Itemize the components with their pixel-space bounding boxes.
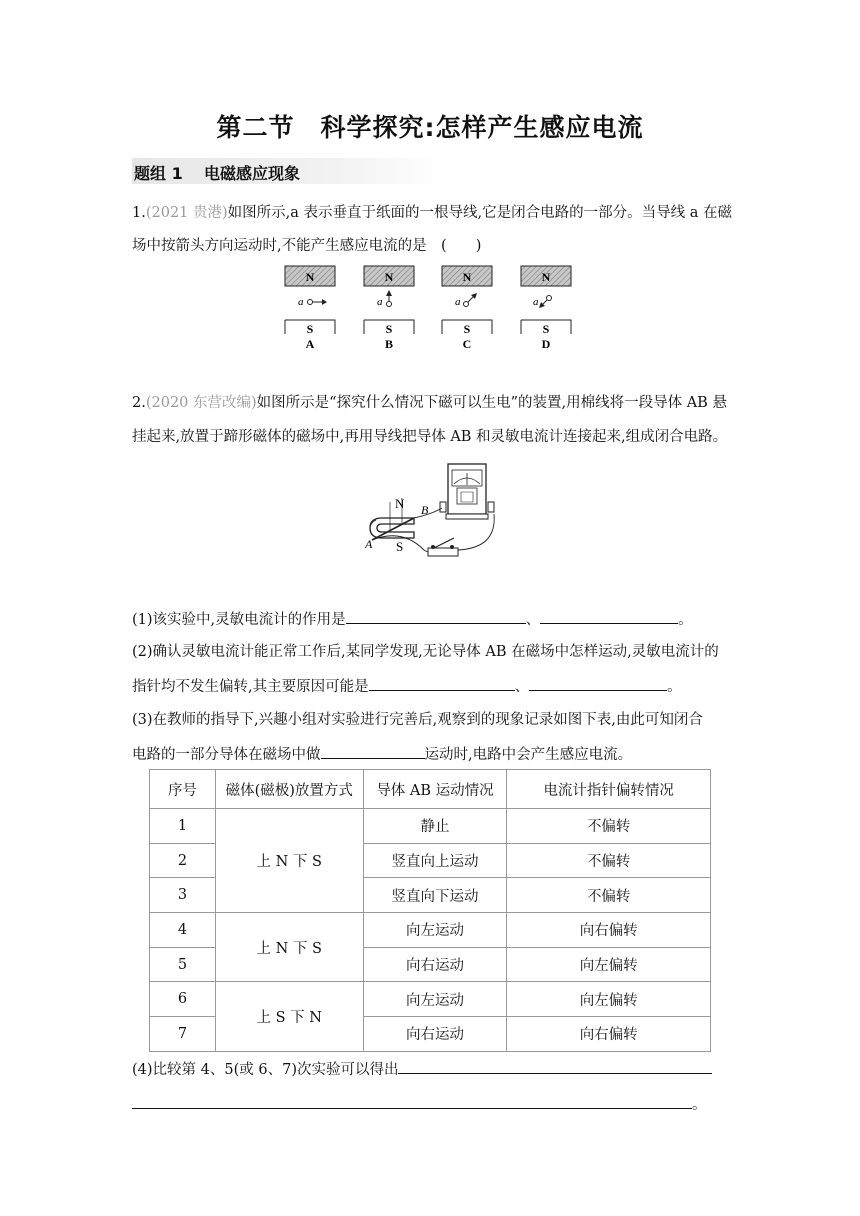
q2-line1 [132,393,727,413]
north-pole-label: N [541,270,551,284]
needle-deflection: 不偏转 [507,809,711,844]
q2-source: (2020 东营改编) [145,395,257,411]
row-number: 6 [150,982,216,1017]
wire-label: a [298,296,304,308]
q2-line2 [132,427,727,447]
table-header: 导体 AB 运动情况 [363,770,507,809]
conductor-motion: 竖直向上运动 [363,843,507,878]
section-heading [132,158,442,184]
needle-deflection: 不偏转 [507,878,711,913]
period: 。 [692,1097,707,1113]
needle-deflection: 向右偏转 [507,913,711,948]
table-row [150,982,711,1017]
north-pole-label: N [384,270,394,284]
q1-option-d-diagram [521,266,571,351]
conductor-motion: 竖直向下运动 [363,878,507,913]
q2-stem-line2: 挂起来,放置于蹄形磁体的磁场中,再用导线把导体 AB 和灵敏电流计连接起来,组成闭合电路。 [132,429,728,445]
separator: 、 [525,612,541,628]
q2-part4-line1 [132,1059,712,1080]
page-title: 第二节 科学探究:怎样产生感应电流 [216,113,644,142]
needle-deflection: 不偏转 [507,843,711,878]
q1-line1 [132,203,732,223]
needle-deflection: 向左偏转 [507,947,711,982]
section-name: 电磁感应现象 [204,164,301,183]
north-pole-label: N [462,270,472,284]
answer-blank[interactable] [132,1094,692,1109]
answer-blank[interactable] [529,676,667,691]
table-header: 磁体(磁极)放置方式 [215,770,363,809]
south-pole-label: S [306,322,314,336]
row-number: 4 [150,913,216,948]
q2-number: 2. [132,395,146,411]
magnet-placement: 上 S 下 N [215,982,363,1051]
magnet-n-label: N [395,496,405,511]
table-header: 序号 [150,770,216,809]
conductor-motion: 向右运动 [363,947,507,982]
south-pole-label: S [385,322,393,336]
needle-deflection: 向左偏转 [507,982,711,1017]
switch [428,538,458,556]
q1-number: 1. [132,205,146,221]
magnet-s-label: S [396,539,404,554]
option-d-label: D [541,337,551,351]
separator: 、 [514,679,530,695]
option-b-label: B [384,337,394,351]
horseshoe-magnet [370,496,414,554]
q2-part4-text: (4)比较第 4、5(或 6、7)次实验可以得出 [132,1062,399,1078]
end-b-label: B [421,503,429,517]
q2-part2-text-line2: 指针均不发生偏转,其主要原因可能是 [132,679,369,695]
period: 。 [667,679,682,695]
end-a-label: A [365,537,373,551]
wire-label: a [533,296,539,308]
q2-apparatus-figure [362,458,502,564]
table-header: 电流计指针偏转情况 [507,770,711,809]
q2-part2-line2 [132,676,682,697]
q2-part3-text-line2b: 运动时,电路中会产生感应电流。 [424,747,633,763]
q2-part3-text-line2a: 电路的一部分导体在磁场中做 [132,747,321,763]
option-c-label: C [462,337,472,351]
magnet-placement: 上 N 下 S [215,809,363,913]
answer-blank[interactable] [346,609,526,624]
q1-source: (2021 贵港) [145,205,228,221]
q1-answer-bracket: ( ) [441,238,482,254]
q2-part3-text-line1: (3)在教师的指导下,兴趣小组对实验进行完善后,观察到的现象记录如图下表,由此可知闭合 [132,712,703,728]
q1-figure [280,262,580,354]
q1-option-b-diagram [364,266,414,351]
table-row [150,913,711,948]
option-a-label: A [305,337,315,351]
q1-option-c-diagram [442,266,492,351]
q2-part1 [132,609,693,630]
answer-blank[interactable] [321,744,425,759]
conductor-motion: 向左运动 [363,913,507,948]
q1-line2 [132,236,491,256]
north-pole-label: N [305,270,315,284]
row-number: 3 [150,878,216,913]
q2-part1-text: (1)该实验中,灵敏电流计的作用是 [132,612,346,628]
q2-part3-line2 [132,744,632,765]
q2-part4-line2 [132,1094,707,1115]
row-number: 1 [150,809,216,844]
section-label: 题组 1 [134,164,183,183]
row-number: 5 [150,947,216,982]
q2-part2-text-line1: (2)确认灵敏电流计能正常工作后,某同学发现,无论导体 AB 在磁场中怎样运动,灵敏电流计的 [132,644,719,660]
answer-blank[interactable] [398,1059,712,1074]
magnet-placement: 上 N 下 S [215,913,363,982]
answer-blank[interactable] [369,676,515,691]
q1-stem-line2: 场中按箭头方向运动时,不能产生感应电流的是 [132,238,427,254]
needle-deflection: 向右偏转 [507,1017,711,1052]
q1-stem-line1: 如图所示,a 表示垂直于纸面的一根导线,它是闭合电路的一部分。当导线 a 在磁 [227,205,733,221]
conductor-motion: 静止 [363,809,507,844]
q1-option-a-diagram [285,266,335,351]
observation-table [149,769,711,1052]
q2-part3-line1 [132,710,703,730]
wire-label: a [455,296,461,308]
answer-blank[interactable] [540,609,678,624]
period: 。 [678,612,693,628]
conductor-motion: 向右运动 [363,1017,507,1052]
table-row [150,809,711,844]
galvanometer [440,464,494,519]
row-number: 7 [150,1017,216,1052]
q2-part2-line1 [132,642,719,662]
conductor-motion: 向左运动 [363,982,507,1017]
table-header-row [150,770,711,809]
q2-stem-line1: 如图所示是“探究什么情况下磁可以生电”的装置,用棉线将一段导体 AB 悬 [256,395,727,411]
south-pole-label: S [463,322,471,336]
row-number: 2 [150,843,216,878]
south-pole-label: S [542,322,550,336]
wire-label: a [377,296,383,308]
